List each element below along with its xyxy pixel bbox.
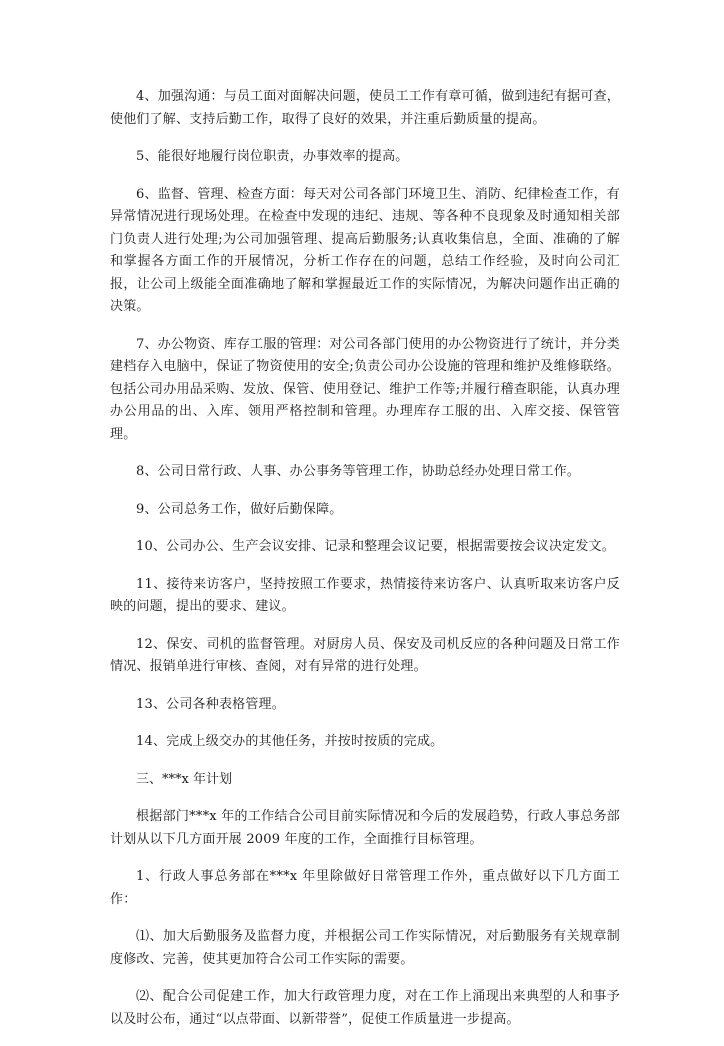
paragraph-item-7: 7、办公物资、库存工服的管理：对公司各部门使用的办公物资进行了统计，并分类建档存入电脑中，保证了物资使用的安全;负责公司办公设施的管理和维护及维修联络。包括公司办用品采购、发放、保管、使用登记、维护工作等;并履行稽查职能，认真办理办公用品的出、入库、领用严格控制和管理。办理库存工服的出、入库交接、保管管理。: [110, 336, 620, 442]
paragraph-plan-subitem-2: ⑵、配合公司促建工作，加大行政管理力度，对在工作上涌现出来典型的人和事予以及时公布，通过“以点带面、以新带誉”，促使工作质量进一步提高。: [110, 989, 620, 1027]
paragraph-plan-item-1: 1、行政人事总务部在***x 年里除做好日常管理工作外，重点做好以下几方面工作：: [110, 869, 620, 907]
paragraph-item-12: 12、保安、司机的监督管理。对厨房人员、保安及司机反应的各种问题及日常工作情况、报销单进行审核、查阅，对有异常的进行处理。: [110, 636, 620, 674]
paragraph-item-13: 13、公司各种表格管理。: [136, 696, 285, 712]
paragraph-plan-subitem-1: ⑴、加大后勤服务及监督力度，并根据公司工作实际情况，对后勤服务有关规章制度修改、完善，使其更加符合公司工作实际的需要。: [110, 929, 620, 967]
paragraph-item-9: 9、公司总务工作，做好后勤保障。: [136, 501, 343, 517]
paragraph-item-6: 6、监督、管理、检查方面：每天对公司各部门环境卫生、消防、纪律检查工作，有异常情况进行现场处理。在检查中发现的违纪、违规、等各种不良现象及时通知相关部门负责人进行处理;为公司加强管理、提高后勤服务;认真收集信息，全面、准确的了解和掌握各方面工作的开展情况，分析工作存在的问题，总结工作经验，及时向公司汇报，让公司上级能全面准确地了解和掌握最近工作的实际情况，为解决问题作出正确的决策。: [110, 186, 620, 314]
paragraph-plan-intro: 根据部门***x 年的工作结合公司目前实际情况和今后的发展趋势，行政人事总务部计划从以下几方面开展 2009 年度的工作，全面推行目标管理。: [110, 809, 620, 847]
paragraph-item-10: 10、公司办公、生产会议安排、记录和整理会议记要，根据需要按会议决定发文。: [136, 539, 615, 554]
paragraph-item-11: 11、接待来访客户，坚持按照工作要求，热情接待来访客户、认真听取来访客户反映的问题，提出的要求、建议。: [110, 576, 620, 614]
document-page: [110, 86, 620, 1046]
paragraph-item-4: 4、加强沟通：与员工面对面解决问题，使员工工作有章可循，做到违纪有据可查，使他们了解、支持后勤工作，取得了良好的效果，并注重后勤质量的提高。: [110, 89, 620, 127]
section-heading-plan: 三、***x 年计划: [136, 771, 232, 787]
paragraph-item-8: 8、公司日常行政、人事、办公事务等管理工作，协助总经办处理日常工作。: [136, 464, 581, 479]
paragraph-item-5: 5、能很好地履行岗位职责，办事效率的提高。: [136, 149, 409, 164]
paragraph-item-14: 14、完成上级交办的其他任务，并按时按质的完成。: [136, 734, 444, 749]
